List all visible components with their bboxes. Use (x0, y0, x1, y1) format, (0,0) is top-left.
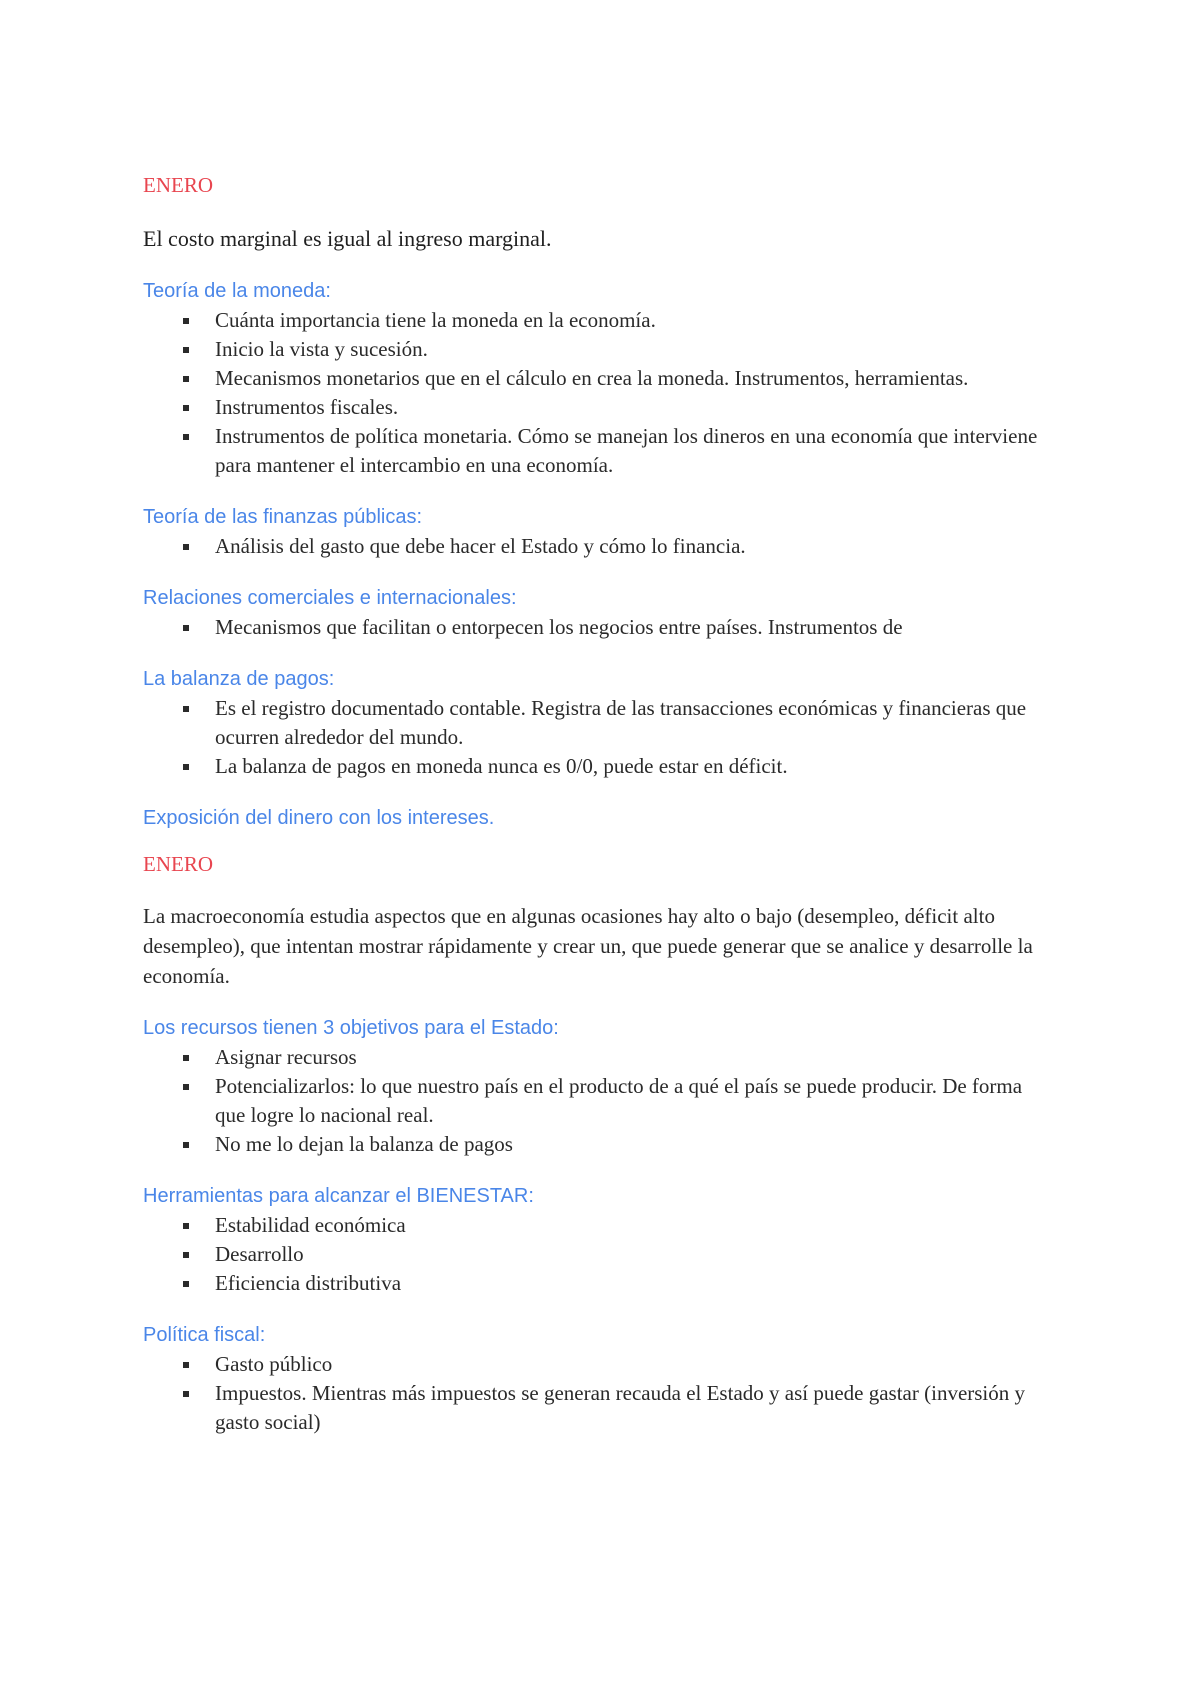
list-item: Análisis del gasto que debe hacer el Estado y cómo lo financia. (215, 532, 1053, 561)
bullet-list (143, 694, 1053, 781)
section-title: Herramientas para alcanzar el BIENESTAR: (143, 1185, 534, 1207)
list-item: Impuestos. Mientras más impuestos se generan recauda el Estado y así puede gastar (inversión y gasto social) (215, 1379, 1053, 1437)
section-title: Teoría de las finanzas públicas: (143, 506, 423, 528)
section-title: Teoría de la moneda: (143, 280, 331, 302)
section-label-enero-2: ENERO (143, 852, 213, 876)
body-paragraph: La macroeconomía estudia aspectos que en algunas ocasiones hay alto o bajo (desempleo, déficit alto desempleo), que intentan mostrar rápidamente y crear un, que puede generar que se analice y desarrolle la economía. (143, 904, 1033, 988)
list-item: Mecanismos que facilitan o entorpecen los negocios entre países. Instrumentos de (215, 613, 1053, 642)
sections-part-1 (143, 276, 1053, 781)
bullet-list (143, 532, 1053, 561)
bullet-list (143, 1043, 1053, 1159)
list-item: Estabilidad económica (215, 1211, 1053, 1240)
list-item: Mecanismos monetarios que en el cálculo en crea la moneda. Instrumentos, herramientas. (215, 364, 1053, 393)
bullet-list (143, 1350, 1053, 1437)
section-title: Los recursos tienen 3 objetivos para el Estado: (143, 1017, 559, 1039)
section-label-enero-1: ENERO (143, 173, 213, 197)
list-item: Gasto público (215, 1350, 1053, 1379)
bullet-list (143, 613, 1053, 642)
list-item: Instrumentos fiscales. (215, 393, 1053, 422)
list-item: La balanza de pagos en moneda nunca es 0/0, puede estar en déficit. (215, 752, 1053, 781)
lead-sentence: El costo marginal es igual al ingreso marginal. (143, 226, 552, 251)
list-item: Instrumentos de política monetaria. Cómo se manejan los dineros en una economía que interviene para mantener el intercambio en una economía. (215, 422, 1053, 480)
list-item: Es el registro documentado contable. Registra de las transacciones económicas y financieras que ocurren alrededor del mundo. (215, 694, 1053, 752)
sections-part-2 (143, 1013, 1053, 1437)
list-item: Eficiencia distributiva (215, 1269, 1053, 1298)
section-title: Política fiscal: (143, 1324, 266, 1346)
section-title-single: Exposición del dinero con los intereses. (143, 807, 495, 829)
list-item: Desarrollo (215, 1240, 1053, 1269)
document-page (143, 170, 1053, 1459)
bullet-list (143, 306, 1053, 480)
section-title: La balanza de pagos: (143, 668, 335, 690)
list-item: No me lo dejan la balanza de pagos (215, 1130, 1053, 1159)
list-item: Asignar recursos (215, 1043, 1053, 1072)
list-item: Cuánta importancia tiene la moneda en la economía. (215, 306, 1053, 335)
list-item: Inicio la vista y sucesión. (215, 335, 1053, 364)
list-item: Potencializarlos: lo que nuestro país en el producto de a qué el país se puede producir. De forma que logre lo nacional real. (215, 1072, 1053, 1130)
bullet-list (143, 1211, 1053, 1298)
section-title: Relaciones comerciales e internacionales: (143, 587, 517, 609)
